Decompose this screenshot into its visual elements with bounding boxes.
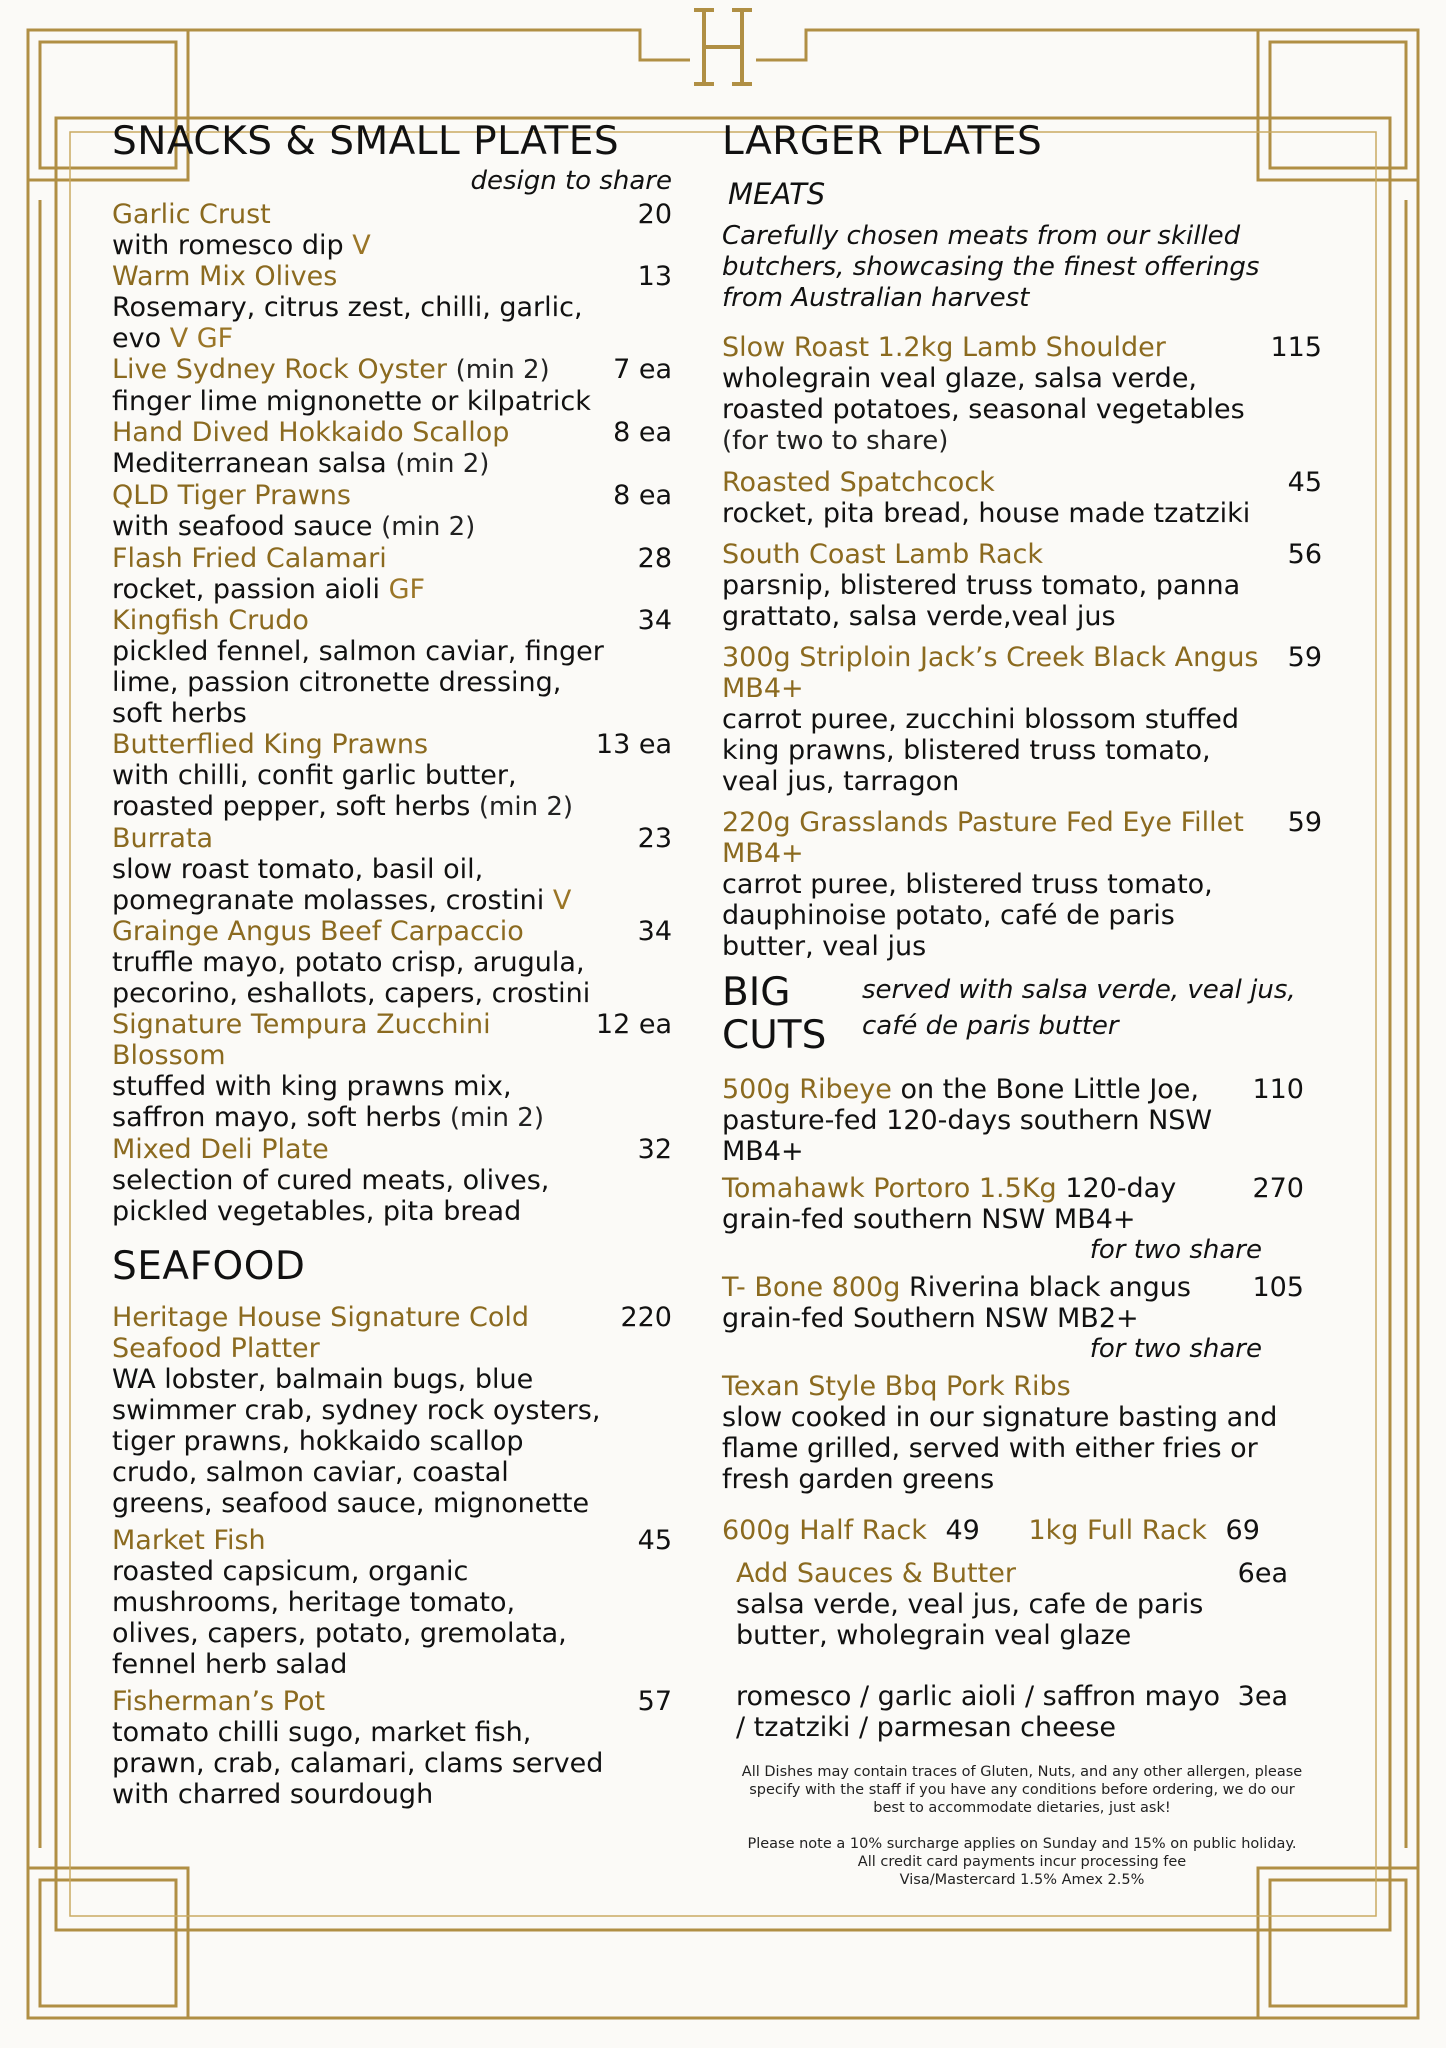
menu-item [112, 1134, 672, 1227]
menu-item-name: 220g Grasslands Pasture Fed Eye Fillet MB4+ [722, 806, 1244, 869]
menu-item-name-line [722, 332, 1258, 363]
menu-item-desc-text: with romesco dip [112, 230, 344, 262]
dietary-tag: V [552, 885, 572, 917]
menu-item-price: 23 [637, 823, 672, 855]
menu-item-body [112, 605, 610, 729]
menu-item-name: Garlic Crust [112, 199, 271, 231]
menu-item-name: Market Fish [112, 1525, 266, 1557]
menu-item-name-line [112, 1009, 584, 1071]
menu-item-price: 34 [637, 916, 672, 948]
menu-item-body [722, 467, 1260, 529]
menu-item [112, 1525, 672, 1680]
menu-item-desc [112, 448, 601, 480]
menu-item-desc-text: rocket, pita bread, house made tzatziki [722, 497, 1251, 529]
footer [722, 1763, 1322, 1889]
menu-item-desc [112, 1165, 610, 1227]
menu-item-name-line [112, 1134, 610, 1165]
pork-ribs-item [722, 1371, 1322, 1546]
menu-item [112, 417, 672, 480]
menu-item-name: Grainge Angus Beef Carpaccio [112, 916, 524, 948]
full-rack-price: 69 [1225, 1514, 1260, 1546]
meats-intro: Carefully chosen meats from our skilled butchers, showcasing the finest offerings from Australian harvest [722, 220, 1260, 313]
menu-item [722, 807, 1322, 962]
menu-item-price: 8 ea [613, 417, 672, 449]
menu-item-desc [112, 386, 601, 417]
menu-item-body [112, 354, 601, 417]
snacks-title: SNACKS & SMALL PLATES [112, 119, 620, 164]
menu-item [112, 729, 672, 823]
menu-item-name-line [112, 916, 610, 947]
menu-item-desc [722, 869, 1260, 962]
menu-item [112, 823, 672, 916]
menu-item-desc [112, 292, 610, 354]
menu-item [112, 1009, 672, 1134]
menu-item-desc [112, 511, 601, 543]
dietary-tag: GF [388, 574, 426, 606]
menu-item-price: 45 [637, 1525, 672, 1557]
menu-item-name: Heritage House Signature Cold Seafood Platter [112, 1302, 530, 1365]
menu-item-name: Warm Mix Olives [112, 261, 338, 293]
menu-item-body [112, 916, 610, 1009]
sauces-item [722, 1558, 1322, 1651]
menu-item-desc [112, 636, 610, 729]
menu-item-price: 32 [637, 1134, 672, 1166]
menu-item-desc-note: (min 2) [381, 512, 476, 543]
meats-title: MEATS [728, 176, 826, 211]
menu-item-name-line [722, 467, 1260, 498]
big-cut-price: 105 [1252, 1271, 1304, 1303]
menu-item-body [112, 1525, 610, 1680]
menu-item-name-line [112, 480, 601, 511]
menu-item-price: 45 [1287, 466, 1322, 498]
extra-sauces-desc: romesco / garlic aioli / saffron mayo / tzatziki / parmesan cheese [736, 1680, 1220, 1743]
menu-item-desc-text: WA lobster, balmain bugs, blue swimmer crab, sydney rock oysters, tiger prawns, hokkaido scallop crudo, salmon caviar, coastal greens, seafood sauce, mignonette [112, 1364, 601, 1520]
menu-item-desc [722, 570, 1260, 632]
menu-item-desc [112, 1071, 584, 1134]
menu-item-name: Flash Fried Calamari [112, 543, 387, 575]
menu-item-desc-text: carrot puree, blistered truss tomato, dauphinoise potato, café de paris butter, veal jus [722, 868, 1213, 962]
pork-ribs-options [722, 1515, 1322, 1546]
menu-item [722, 642, 1322, 797]
menu-item-name-line [112, 543, 610, 574]
menu-item-name-line [722, 539, 1260, 570]
menu-item-desc-text: Mediterranean salsa [112, 448, 387, 480]
big-cut-row [722, 1272, 1322, 1334]
menu-item [112, 354, 672, 417]
menu-item-desc-note: (for two to share) [722, 425, 949, 456]
menu-item-price: 20 [637, 199, 672, 231]
big-cut-name: 500g Ribeye [722, 1073, 892, 1105]
menu-item-body [112, 1134, 610, 1227]
menu-item-desc-text: truffle mayo, potato crisp, arugula, pecorino, eshallots, capers, crostini [112, 947, 591, 1010]
menu-item-body [112, 543, 610, 605]
menu-item-name-line [112, 354, 601, 386]
big-cuts-title: BIG CUTS [722, 969, 827, 1058]
menu-item-desc [112, 947, 610, 1009]
menu-item-name: South Coast Lamb Rack [722, 538, 1044, 570]
menu-item [112, 480, 672, 543]
menu-item-name: Roasted Spatchcock [722, 466, 995, 498]
big-cut-share-note: for two share [1089, 1333, 1262, 1364]
menu-item-body [112, 1686, 610, 1810]
big-cut-body [722, 1272, 1240, 1334]
menu-item-body [112, 261, 610, 354]
menu-item-desc-text: selection of cured meats, olives, pickled vegetables, pita bread [112, 1165, 550, 1228]
menu-item-name-line [722, 807, 1260, 869]
big-cut-body [722, 1173, 1240, 1235]
menu-item [112, 1686, 672, 1810]
menu-item-name-line [112, 1686, 610, 1717]
menu-item-desc [722, 363, 1258, 457]
half-rack-label: 600g Half Rack [722, 1514, 927, 1546]
dietary-tag: V [352, 230, 371, 262]
big-cuts-header [722, 969, 1322, 1058]
right-column [722, 118, 1322, 1889]
menu-item-desc-text: pickled fennel, salmon caviar, finger lime, passion citronette dressing, soft herbs [112, 636, 604, 730]
extra-sauces-price: 3ea [1237, 1680, 1288, 1712]
sauces-price: 6ea [1237, 1557, 1288, 1589]
meats-list [722, 332, 1322, 962]
pork-ribs-name: Texan Style Bbq Pork Ribs [722, 1370, 1071, 1402]
menu-item-name: Burrata [112, 823, 214, 855]
menu-item-price: 28 [637, 543, 672, 575]
menu-item-name-line [112, 417, 601, 448]
left-column [112, 118, 672, 1816]
menu-item-name-line [112, 261, 610, 292]
menu-item-price: 57 [637, 1686, 672, 1718]
menu-item-price: 13 [637, 261, 672, 293]
pork-ribs-desc: slow cooked in our signature basting and flame grilled, served with either fries or fresh garden greens [722, 1401, 1278, 1495]
menu-item [112, 543, 672, 605]
menu-item-desc-note: (min 2) [449, 1103, 544, 1134]
big-cut-body [722, 1074, 1240, 1167]
menu-item-body [112, 1302, 608, 1519]
sauces-desc: salsa verde, veal jus, cafe de paris butter, wholegrain veal glaze [736, 1588, 1204, 1651]
menu-item-desc-text: wholegrain veal glaze, salsa verde, roasted potatoes, seasonal vegetables [722, 362, 1245, 425]
menu-item-name: Signature Tempura Zucchini Blossom [112, 1009, 491, 1072]
menu-item-name: Kingfish Crudo [112, 605, 309, 637]
menu-item-desc-note: (min 2) [478, 792, 573, 823]
menu-item-body [112, 417, 601, 480]
menu-item-price: 7 ea [613, 354, 672, 386]
menu-item-name: Butterflied King Prawns [112, 729, 429, 761]
menu-item [112, 261, 672, 354]
big-cuts-list [722, 1074, 1322, 1365]
menu-item-body [112, 199, 610, 261]
menu-item [112, 199, 672, 261]
menu-item-price: 220 [620, 1302, 672, 1334]
snacks-subtitle: design to share [470, 165, 672, 196]
menu-item [722, 467, 1322, 529]
menu-item-desc [112, 574, 610, 605]
big-cut-share-note: for two share [1089, 1234, 1262, 1265]
menu-item-name-line [722, 642, 1260, 704]
menu-item-name: Slow Roast 1.2kg Lamb Shoulder [722, 331, 1166, 363]
menu-item-desc-text: Rosemary, citrus zest, chilli, garlic, evo [112, 292, 583, 355]
larger-plates-title: LARGER PLATES [722, 119, 1043, 164]
big-cut-row [722, 1173, 1322, 1235]
allergen-note: All Dishes may contain traces of Gluten, Nuts, and any other allergen, please specify with the staff if you have any conditions before ordering, we do our best to accommodate dietaries, just ask! [741, 1763, 1303, 1816]
menu-item-desc-text: tomato chilli sugo, market fish, prawn, crab, calamari, clams served with charred sourdough [112, 1717, 604, 1811]
menu-item-body [112, 729, 584, 823]
menu-item-desc-note: (min 2) [395, 449, 490, 480]
big-cut-name: Tomahawk Portoro 1.5Kg [722, 1172, 1057, 1204]
card-rates-note: Visa/Mastercard 1.5% Amex 2.5% [899, 1871, 1145, 1888]
big-cut-item [722, 1272, 1322, 1365]
snacks-list [112, 199, 672, 1227]
menu-item-price: 115 [1270, 331, 1322, 363]
menu-item [112, 916, 672, 1009]
menu-item-body [112, 1009, 584, 1134]
menu-item-price: 56 [1287, 538, 1322, 570]
menu-item-body [112, 823, 610, 916]
seafood-title: SEAFOOD [112, 1244, 306, 1290]
menu-item-body [722, 807, 1260, 962]
menu-item-desc [112, 230, 610, 261]
menu-item-desc-text: carrot puree, zucchini blossom stuffed king prawns, blistered truss tomato, veal jus, tarragon [722, 703, 1239, 797]
big-cut-price: 270 [1252, 1172, 1304, 1204]
menu-item-name: QLD Tiger Prawns [112, 480, 351, 512]
menu-item-price: 59 [1287, 641, 1322, 673]
menu-item-name: 300g Striploin Jack’s Creek Black Angus MB4+ [722, 641, 1259, 704]
big-cut-item [722, 1173, 1322, 1266]
big-cut-detail: 120-day grain-fed southern NSW MB4+ [722, 1172, 1177, 1235]
dietary-tag: V GF [169, 323, 234, 355]
menu-item-price: 13 ea [595, 729, 672, 761]
menu-item [112, 605, 672, 729]
menu-item-desc [112, 1717, 610, 1810]
menu-item-name: Fisherman’s Pot [112, 1686, 326, 1718]
h-monogram-icon [690, 2, 756, 92]
seafood-list [112, 1302, 672, 1810]
menu-item-desc-text: stuffed with king prawns mix, saffron mayo, soft herbs [112, 1071, 512, 1134]
sauces-name: Add Sauces & Butter [736, 1557, 1016, 1589]
menu-item-name-line [112, 1302, 608, 1364]
menu-item-desc [722, 704, 1260, 797]
big-cuts-note: served with salsa verde, veal jus, café de paris butter [861, 974, 1296, 1041]
menu-item-price: 34 [637, 605, 672, 637]
menu-item-price: 59 [1287, 806, 1322, 838]
menu-item [112, 1302, 672, 1519]
menu-item-body [722, 332, 1258, 457]
big-cut-detail: Riverina black angus grain-fed Southern NSW MB2+ [722, 1271, 1191, 1334]
big-cut-item [722, 1074, 1322, 1167]
card-fee-note: All credit card payments incur processing fee [857, 1853, 1187, 1870]
surcharge-note: Please note a 10% surcharge applies on Sunday and 15% on public holiday. [747, 1835, 1297, 1852]
extra-sauces-item [722, 1681, 1322, 1743]
menu-item-desc-text: with chilli, confit garlic butter, roasted pepper, soft herbs [112, 760, 517, 823]
menu-item-name: Mixed Deli Plate [112, 1134, 329, 1166]
menu-item-name: Hand Dived Hokkaido Scallop [112, 417, 510, 449]
menu-item-note: (min 2) [455, 355, 550, 386]
menu-item-body [112, 480, 601, 543]
menu-item-body [722, 642, 1260, 797]
menu-item-price: 8 ea [613, 480, 672, 512]
menu-item-desc-text: finger lime mignonette or kilpatrick [112, 386, 591, 418]
menu-item-desc-text: slow roast tomato, basil oil, pomegranate molasses, crostini [112, 854, 545, 917]
menu-item-desc [112, 760, 584, 823]
menu-item-name-line [112, 605, 610, 636]
menu-item-desc [112, 854, 610, 916]
big-cut-row [722, 1074, 1322, 1167]
menu-item [722, 332, 1322, 457]
menu-item-body [722, 539, 1260, 632]
menu-item-desc-text: parsnip, blistered truss tomato, panna grattato, salsa verde,veal jus [722, 569, 1241, 632]
menu-item-name-line [112, 823, 610, 854]
big-cut-detail: on the Bone Little Joe, pasture-fed 120-days southern NSW MB4+ [722, 1073, 1213, 1167]
menu-item-desc-text: rocket, passion aioli [112, 574, 381, 606]
menu-item-desc [112, 1364, 608, 1519]
half-rack-price: 49 [945, 1514, 980, 1546]
menu-item-desc [722, 498, 1260, 529]
menu-item [722, 539, 1322, 632]
menu-item-desc-text: with seafood sauce [112, 511, 373, 543]
menu-item-name-line [112, 1525, 610, 1556]
menu-item-price: 12 ea [595, 1009, 672, 1041]
menu-item-desc [112, 1556, 610, 1680]
menu-item-name-line [112, 199, 610, 230]
menu-item-desc-text: roasted capsicum, organic mushrooms, heritage tomato, olives, capers, potato, gremolata, fennel herb salad [112, 1556, 567, 1681]
menu-item-name-line [112, 729, 584, 760]
big-cut-name: T- Bone 800g [722, 1271, 901, 1303]
full-rack-label: 1kg Full Rack [1028, 1514, 1207, 1546]
big-cut-price: 110 [1252, 1073, 1304, 1105]
menu-item-name: Live Sydney Rock Oyster [112, 354, 447, 386]
